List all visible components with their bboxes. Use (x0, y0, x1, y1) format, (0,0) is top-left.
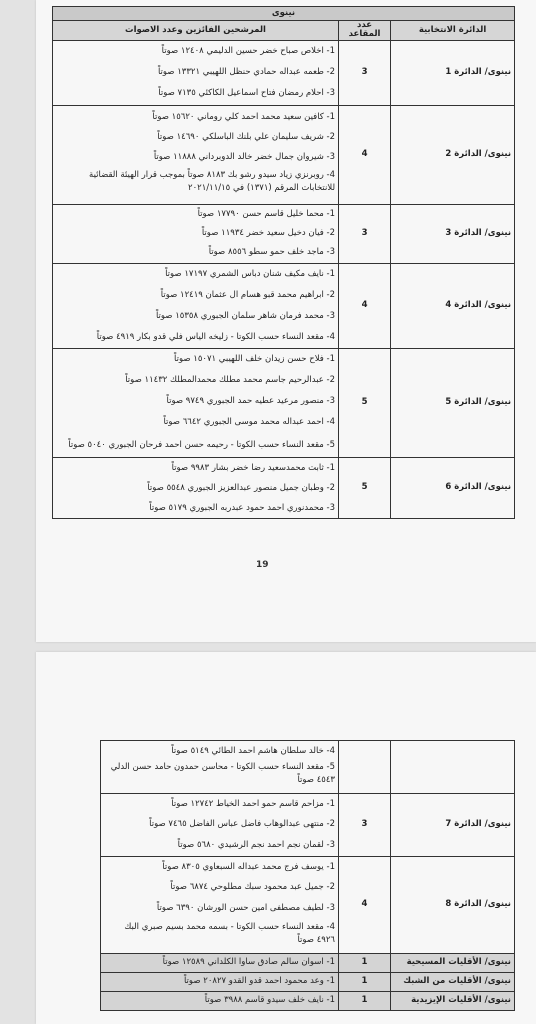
candidate-entry: 4- احمد عبداله محمد موسى الجبوري ٦٦٤٢ صوتاً (163, 416, 336, 427)
candidate-entry: 1- اخلاص صباح خضر حسين الدليمي ١٢٤٠٨ صوتاً (161, 46, 336, 57)
candidate-entry: 3- محمد فرمان شاهر سلمان الجبوري ١٥٣٥٨ صوتاً (155, 310, 336, 321)
district-name: نينوى/ الدائرة 7 (391, 794, 515, 857)
candidate-entry: 3- شيروان جمال خضر خالد الدوبرداني ١١٨٨٨ صوتاً (153, 151, 336, 162)
candidate-entry: 3- لطيف مصطفى امين حسن الورشان ٦٣٩٠ صوتاً (156, 903, 335, 913)
district-name: نينوى/ الدائرة 1 (391, 40, 515, 105)
candidate-entry: 1- نايف خلف سيدو قاسم ٣٩٨٨ صوتاً (101, 992, 339, 1011)
document-page-20 (36, 652, 536, 1024)
candidate-entry: 4- مقعد النساء حسب الكوتا - زليخه الياس فلي قدو بكار ٤٩١٩ صوتاً (96, 331, 336, 342)
candidate-entry: 3- محمدنوري احمد حمود عبدربه الجبوري ٥١٧٩ صوتاً (149, 502, 336, 513)
district-name: نينوى/ الدائرة 8 (391, 857, 515, 954)
candidate-entry: 2- شريف سليمان علي بلنك الباسلكي ١٤٦٩٠ صوتاً (157, 131, 336, 142)
district-row-5 (53, 348, 515, 457)
district-row-1 (53, 40, 515, 105)
candidate-list (53, 263, 339, 348)
district-row-4 (53, 263, 515, 348)
continuation-row (101, 741, 515, 794)
table-title: نينوى (53, 7, 515, 21)
candidate-entry: 1- ثابت محمدسعيد رضا خضر بشار ٩٩٨٣ صوتاً (171, 462, 336, 473)
seat-count (339, 741, 391, 794)
results-table-page-1 (52, 6, 515, 519)
district-row-7 (101, 794, 515, 857)
candidate-entry: 3- ماجد خلف حمو سطو ٨٥٥٦ صوتاً (208, 247, 336, 258)
district-name: نينوى/ الأقليات الإيزيدية (391, 992, 515, 1011)
seat-count: 4 (339, 263, 391, 348)
candidate-entry: 3- لقمان نجم احمد نجم الرشيدي ٥٦٨٠ صوتاً (177, 840, 335, 850)
seat-count: 4 (339, 105, 391, 204)
district-row-3 (53, 204, 515, 263)
candidate-list (101, 794, 339, 857)
seat-count: 4 (339, 857, 391, 954)
candidate-entry: 1- فلاح حسن زيدان خلف اللهيبي ١٥٠٧١ صوتاً (173, 353, 336, 364)
candidate-entry: 1- كافين سعيد محمد احمد كلي روماني ١٥٦٢٠ صوتاً (152, 111, 336, 122)
candidate-entry: 1- اسوان سالم صادق ساوا الكلداني ١٢٥٨٩ صوتاً (101, 954, 339, 973)
candidate-entry: 1- محما خليل قاسم حسن ١٧٧٩٠ صوتاً (197, 209, 336, 220)
district-row-8 (101, 857, 515, 954)
district-name: نينوى/ الأقليات من الشبك (391, 973, 515, 992)
candidate-entry: 1- نايف مكيف شنان دباس الشمري ١٧١٩٧ صوتاً (165, 268, 336, 279)
candidate-entry: 5- مقعد النساء حسب الكوتا - رحيمه حسن احمد فرحان الجبوري ٥٠٤٠ صوتاً (68, 439, 336, 450)
candidate-list (53, 105, 339, 204)
candidate-list (53, 457, 339, 518)
district-name: نينوى/ الدائرة 2 (391, 105, 515, 204)
candidate-entry: 2- جميل عبد محمود سبك مطلوحي ٦٨٧٤ صوتاً (170, 882, 335, 892)
minority-row-christian (101, 954, 515, 973)
district-name: نينوى/ الدائرة 4 (391, 263, 515, 348)
candidate-entry: 1- يوسف فرج محمد عبداله السبعاوي ٨٣٠٥ صوتاً (162, 862, 335, 872)
minority-row-yazidi (101, 992, 515, 1011)
candidate-entry: 1- وعد محمود احمد قدو القدو ٢٠٨٢٧ صوتاً (101, 973, 339, 992)
district-name: نينوى/ الأقليات المسيحية (391, 954, 515, 973)
district-name (391, 741, 515, 794)
candidate-entry: 2- عبدالرحيم جاسم محمد مطلك محمدالمطلك ١١٤٣٢ صوتاً (125, 374, 336, 385)
page-number: 19 (256, 560, 269, 570)
results-table-page-2 (100, 740, 515, 1011)
candidate-entry: 4- مقعد النساء حسب الكوتا - بسمه محمد بسيم صبري البك ٤٩٢٦ صوتاً (124, 922, 335, 945)
seat-count: 3 (339, 40, 391, 105)
header-seats: عدد المقاعد (339, 21, 391, 41)
candidate-entry: 2- فيان دخيل سعيد خضر ١١٩٣٤ صوتاً (201, 228, 336, 239)
seat-count: 1 (339, 954, 391, 973)
candidate-list (53, 204, 339, 263)
candidate-list (101, 741, 339, 794)
seat-count: 1 (339, 992, 391, 1011)
candidate-list (101, 857, 339, 954)
candidate-entry: 2- طعمه عبداله حمادي حنظل اللهيبي ١٣٣٢١ صوتاً (157, 67, 336, 78)
candidate-entry: 2- وطبان جميل منصور عبدالعزيز الجبوري ٥٥٤٨ صوتاً (147, 482, 336, 493)
district-name: نينوى/ الدائرة 3 (391, 204, 515, 263)
seat-count: 5 (339, 348, 391, 457)
candidate-list (53, 348, 339, 457)
seat-count: 3 (339, 204, 391, 263)
seat-count: 3 (339, 794, 391, 857)
header-candidates: المرشحين الفائزين وعدد الاصوات (53, 21, 339, 41)
header-district: الدائرة الانتخابية (391, 21, 515, 41)
candidate-entry: 2- منتهى عبدالوهاب فاضل عباس الفاضل ٧٤٦٥ صوتاً (149, 819, 335, 829)
district-row-6 (53, 457, 515, 518)
candidate-entry: 1- مزاحم قاسم حمو احمد الخياط ١٢٧٤٢ صوتاً (171, 799, 335, 809)
candidate-entry: 3- منصور مرعيد عطيه حمد الجبوري ٩٧٤٩ صوتاً (166, 395, 336, 406)
district-name: نينوى/ الدائرة 6 (391, 457, 515, 518)
candidate-entry: 3- احلام رمضان فتاح اسماعيل الكاكئي ٧١٣٥ صوتاً (158, 88, 336, 99)
district-row-2 (53, 105, 515, 204)
seat-count: 5 (339, 457, 391, 518)
candidate-entry: 4- خالد سلطان هاشم احمد الطائي ٥١٤٩ صوتاً (171, 746, 335, 756)
candidate-entry: 5- مقعد النساء حسب الكوتا - محاسن حمدون حامد حسن الدلي ٤٥٤٣ صوتاً (110, 762, 335, 785)
candidate-entry: 2- ابراهيم محمد قبو هسام ال عثمان ١٢٤١٩ صوتاً (160, 289, 336, 300)
seat-count: 1 (339, 973, 391, 992)
district-name: نينوى/ الدائرة 5 (391, 348, 515, 457)
minority-row-shabak (101, 973, 515, 992)
document-page-19 (36, 0, 536, 642)
candidate-entry: 4- روبرنزي زياد سيدو رشو بك ٨١٨٣ صوتاً بموجب قرار الهيئة القضائية للانتخابات المرقم (١٣٧١) في ٢٠٢١/١١/١٥ (89, 169, 336, 193)
candidate-list (53, 40, 339, 105)
